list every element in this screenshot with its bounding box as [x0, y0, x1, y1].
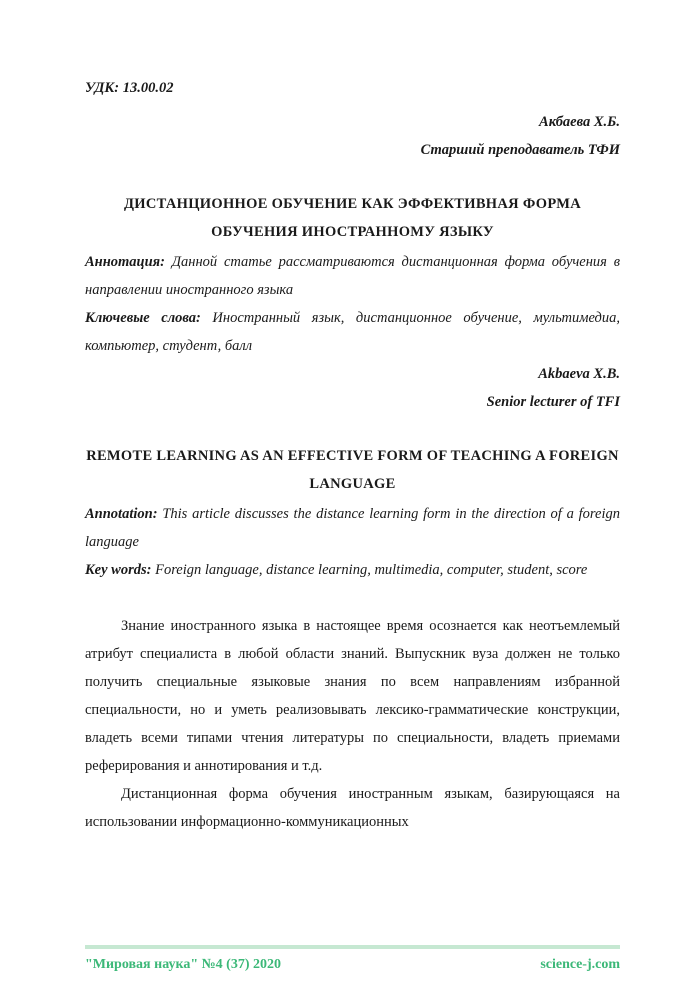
footer-journal-title: "Мировая наука" №4 (37) 2020: [85, 957, 281, 972]
author-name-en: Akbaeva X.B.: [538, 366, 620, 382]
annotation-en-label: Annotation:: [85, 506, 158, 522]
footer-site-link[interactable]: science-j.com: [540, 957, 620, 972]
author-affiliation-ru: Старший преподаватель ТФИ: [420, 142, 620, 158]
annotation-en-text: This article discusses the distance learning form in the direction of a foreign language: [85, 506, 621, 550]
footer-divider: [85, 945, 620, 949]
keywords-en-label: Key words:: [85, 562, 152, 578]
author-name-ru: Акбаева Х.Б.: [539, 114, 620, 130]
body-paragraph-2: Дистанционная форма обучения иностранным языкам, базирующаяся на использовании информационно-коммуникационных: [85, 786, 620, 830]
article-title-ru: ДИСТАНЦИОННОЕ ОБУЧЕНИЕ КАК ЭФФЕКТИВНАЯ ФОРМА ОБУЧЕНИЯ ИНОСТРАННОМУ ЯЗЫКУ: [124, 196, 581, 240]
author-affiliation-en: Senior lecturer of TFI: [486, 394, 620, 410]
keywords-en: [85, 556, 620, 584]
annotation-en: [85, 500, 620, 556]
keywords-ru: [85, 304, 620, 360]
annotation-ru: [85, 248, 620, 304]
body-paragraph-1: Знание иностранного языка в настоящее время осознается как неотъемлемый атрибут специалиста в любой области знаний. Выпускник вуза должен не только получить специальные языковые знания по всем направлениям избранной специальности, но и уметь реализовывать лексико-грамматические конструкции, владеть всеми типами чтения литературы по специальности, владеть приемами реферирования и аннотирования и т.д.: [85, 618, 620, 774]
article-title-en: REMOTE LEARNING AS AN EFFECTIVE FORM OF TEACHING A FOREIGN LANGUAGE: [86, 448, 619, 492]
annotation-ru-text: Данной статье рассматриваются дистанционная форма обучения в направлении иностранного языка: [85, 254, 621, 298]
page-footer: [85, 945, 620, 973]
udc-code: УДК: 13.00.02: [85, 80, 174, 96]
keywords-ru-label: Ключевые слова:: [85, 310, 201, 326]
annotation-ru-label: Аннотация:: [85, 254, 165, 270]
paper-content: [85, 74, 620, 836]
keywords-en-text: Foreign language, distance learning, multimedia, computer, student, score: [155, 562, 588, 578]
keywords-ru-text: Иностранный язык, дистанционное обучение, мультимедиа, компьютер, студент, балл: [85, 310, 620, 354]
